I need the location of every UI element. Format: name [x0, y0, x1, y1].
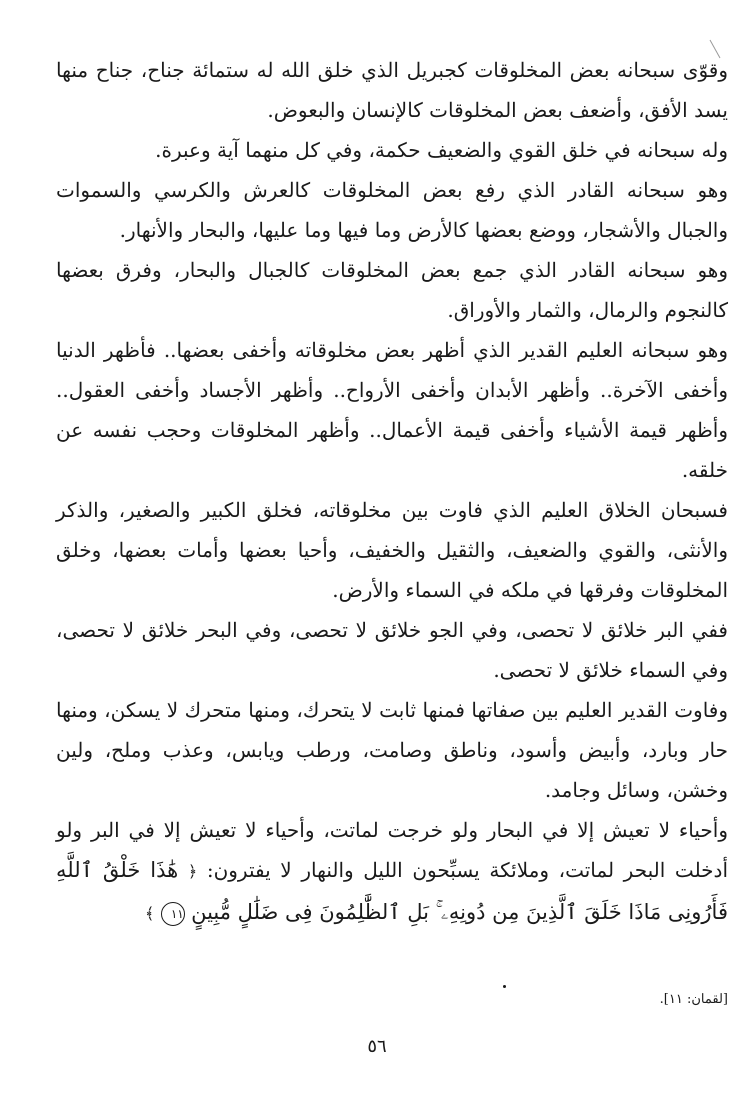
paragraph-5: وهو سبحانه العليم القدير الذي أظهر بعض مخلوقاته وأخفى بعضها.. فأظهر الدنيا وأخفى الآخرة.. وأظهر الأبدان وأخفى الأرواح.. وأظهر الأجساد وأخفى العقول.. وأظهر قيمة الأشياء وأخفى قيمة الأعمال.. وأظهر المخلوقات وحجب نفسه عن خلقه. — [56, 338, 729, 482]
paragraph-1: وقوّى سبحانه بعض المخلوقات كجبريل الذي خلق الله له ستمائة جناح، جناح منها يسد الأفق، وأضعف بعض المخلوقات كالإنسان والبعوض. — [56, 58, 728, 122]
paragraph-2: وله سبحانه في خلق القوي والضعيف حكمة، وفي كل منهما آية وعبرة. — [155, 138, 728, 162]
footnote-dot — [503, 985, 506, 988]
verse-citation: [لقمان: ١١]. — [659, 992, 728, 1007]
paragraph-7: ففي البر خلائق لا تحصى، وفي الجو خلائق لا تحصى، وفي البحر خلائق لا تحصى، وفي السماء خلائق لا تحصى. — [56, 618, 728, 682]
ayah-number-marker: ١١ — [161, 902, 185, 926]
main-text — [56, 50, 728, 934]
paragraph-9-text: وأحياء لا تعيش إلا في البحار ولو خرجت لماتت، وأحياء لا تعيش إلا في البر ولو أدخلت البحر لماتت، وملائكة يسبِّحون الليل والنهار لا يفترون: — [56, 818, 729, 882]
paragraph-6: فسبحان الخلاق العليم الذي فاوت بين مخلوقاته، فخلق الكبير والصغير، والذكر والأنثى، والقوي والضعيف، والثقيل والخفيف، وأحيا بعضها وأمات بعضها، وخلق المخلوقات وفرقها في ملكه في السماء والأرض. — [56, 498, 729, 602]
verse-open-bracket: ﴿ — [187, 862, 198, 881]
page-number: ٥٦ — [367, 1036, 387, 1057]
paragraph-8: وفاوت القدير العليم بين صفاتها فمنها ثابت لا يتحرك، ومنها متحرك لا يسكن، ومنها حار وبارد، وأبيض وأسود، وناطق وصامت، ورطب ويابس، وعذب وملح، ولين وخشن، وسائل وجامد. — [56, 698, 728, 802]
paragraph-9 — [56, 810, 728, 934]
verse-close-bracket: ﴾ — [145, 904, 155, 923]
paragraph-4: وهو سبحانه القادر الذي جمع بعض المخلوقات كالجبال والبحار، وفرق بعضها كالنجوم والرمال، والثمار والأوراق. — [56, 258, 728, 322]
paragraph-3: وهو سبحانه القادر الذي رفع بعض المخلوقات كالعرش والكرسي والسموات والجبال والأشجار، ووضع بعضها كالأرض وما فيها وما عليها، والبحار والأنهار. — [56, 178, 728, 242]
quran-verse: هَٰذَا خَلْقُ ٱللَّهِ فَأَرُونِى مَاذَا خَلَقَ ٱلَّذِينَ مِن دُونِهِۦ ۚ بَلِ ٱلظَّٰلِمُونَ فِى ضَلَٰلٍ مُّبِينٍ — [56, 858, 728, 924]
